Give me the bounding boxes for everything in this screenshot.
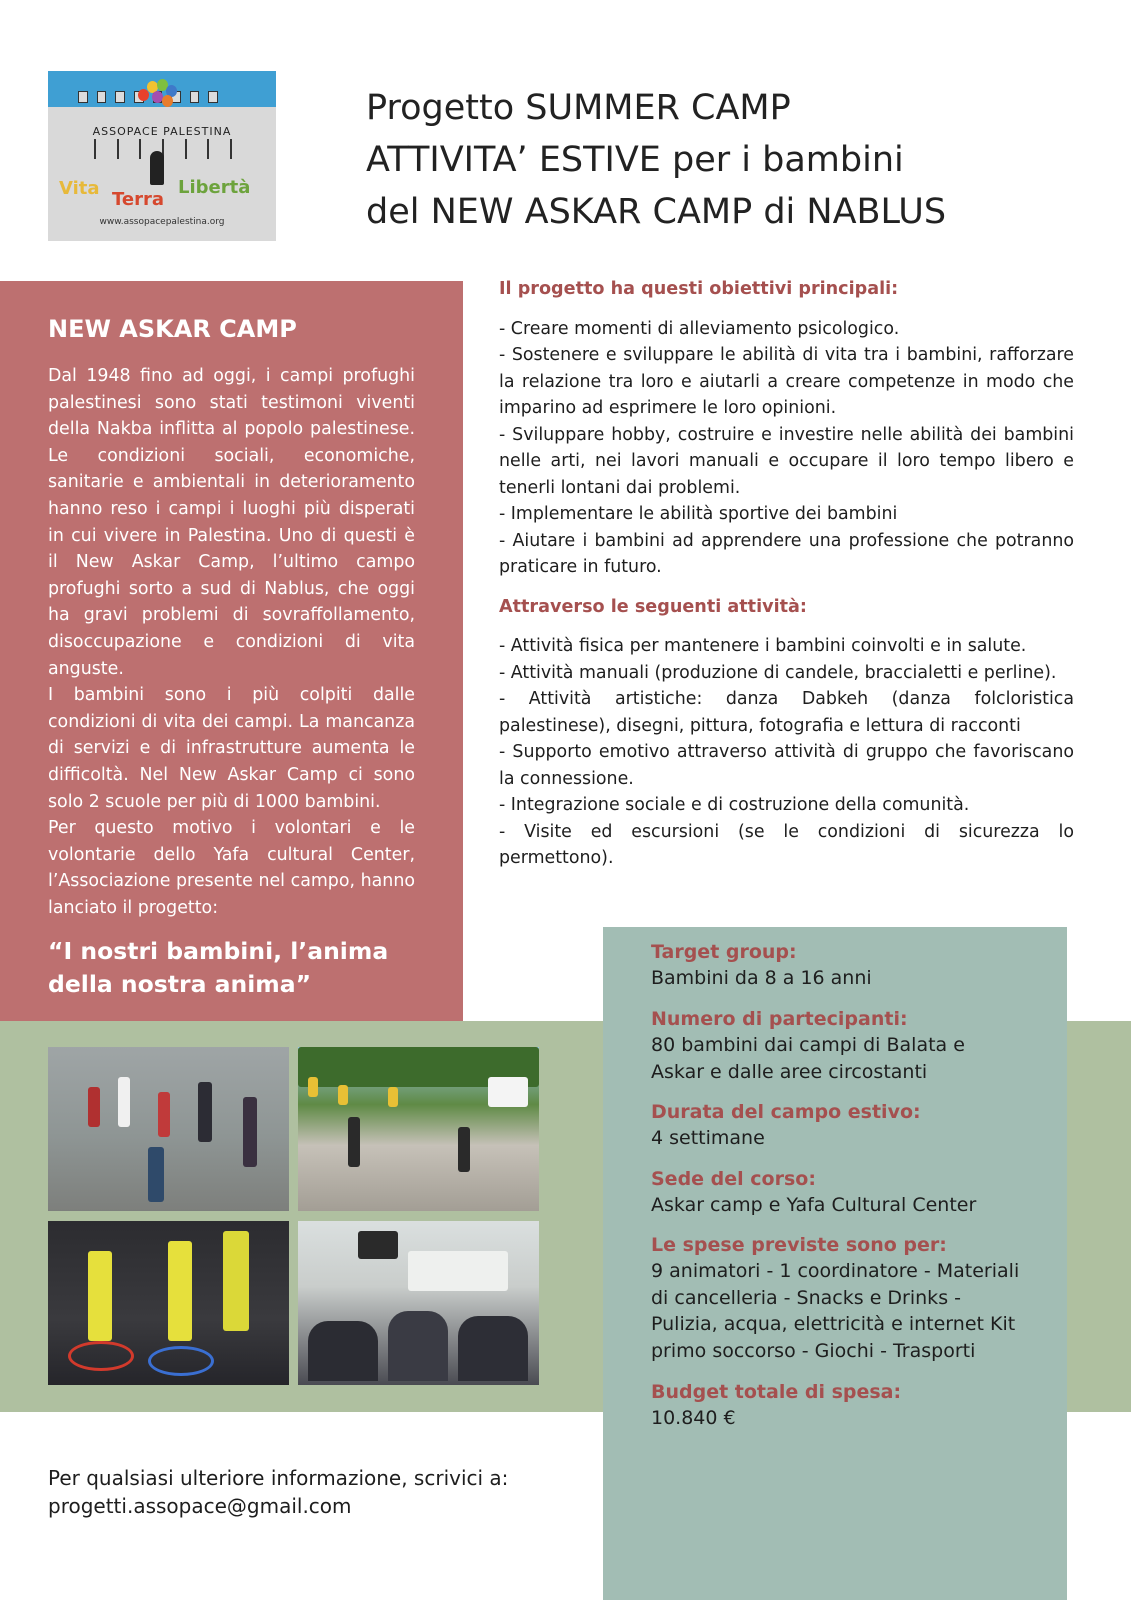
participants-block: [651, 1006, 1021, 1085]
budget-value: 10.840 €: [651, 1407, 736, 1429]
title-line-2: ATTIVITA’ ESTIVE per i bambini: [366, 140, 904, 180]
logo-org-name: ASSOPACE PALESTINA: [92, 125, 232, 138]
logo-liberta: Libertà: [178, 177, 251, 198]
photo-hoops-game: [48, 1221, 289, 1385]
project-quote: “I nostri bambini, l’anima della nostra anima”: [48, 937, 389, 998]
girl-silhouette-icon: [150, 151, 164, 185]
objective-item: - Implementare le abilità sportive dei bambini: [499, 504, 898, 524]
photo-playground: [48, 1047, 289, 1211]
contact-footer: [48, 1464, 508, 1520]
contact-email[interactable]: progetti.assopace@gmail.com: [48, 1494, 352, 1518]
activities-heading: Attraverso le seguenti attività:: [499, 596, 807, 617]
duration-value: 4 settimane: [651, 1127, 765, 1149]
objective-item: - Sostenere e sviluppare le abilità di vita tra i bambini, rafforzare la relazione tra loro e aiutarli a creare competenze in modo che imparino ad esprimere le loro opinioni.: [499, 345, 1074, 418]
logo-terra: Terra: [112, 189, 164, 210]
balloons-icon: [138, 79, 184, 115]
venue-label: Sede del corso:: [651, 1168, 816, 1190]
page-title: [366, 82, 1106, 238]
photo-courtyard: [298, 1047, 539, 1211]
budget-block: [651, 1379, 1051, 1432]
costs-block: [651, 1232, 1023, 1364]
activity-item: - Attività manuali (produzione di candele, braccialetti e perline).: [499, 662, 1057, 683]
target-group-label: Target group:: [651, 941, 797, 963]
left-paragraph: Dal 1948 fino ad oggi, i campi profughi palestinesi sono stati testimoni viventi della Nakba inflitta al popolo palestinese. Le condizioni sociali, economiche, sanitarie e ambientali in deterioramento hanno reso i campi i luoghi più disperati in cui vivere in Palestina. Uno di questi è il New Askar Camp, l’ultimo campo profughi sorto a sud di Nablus, che oggi ha gravi problemi di sovraffollamento, disoccupazione e condizioni di vita anguste.: [48, 366, 415, 679]
logo-url: www.assopacepalestina.org: [99, 217, 225, 227]
objective-item: - Creare momenti di alleviamento psicologico.: [499, 318, 900, 339]
costs-value: 9 animatori - 1 coordinatore - Materiali di cancelleria - Snacks e Drinks - Pulizia, acqua, elettricità e internet Kit primo soccorso - Giochi - Trasporti: [651, 1260, 1020, 1362]
activity-item: - Attività fisica per mantenere i bambini coinvolti e in salute.: [499, 636, 1027, 656]
left-body: [48, 363, 415, 921]
contact-text: Per qualsiasi ulteriore informazione, scrivici a:: [48, 1466, 509, 1490]
objectives-section: [499, 276, 1074, 872]
activity-item: - Attività artistiche: danza Dabkeh (danza folcloristica palestinese), disegni, pittura, fotografia e lettura di racconti: [499, 689, 1074, 736]
activity-item: - Integrazione sociale e di costruzione della comunità.: [499, 795, 970, 815]
left-paragraph: Per questo motivo i volontari e le volontarie dello Yafa cultural Center, l’Associazione presente nel campo, hanno lanciato il progetto:: [48, 818, 415, 918]
activity-item: - Supporto emotivo attraverso attività di gruppo che favoriscano la connessione.: [499, 742, 1074, 789]
participants-label: Numero di partecipanti:: [651, 1008, 908, 1030]
objective-item: - Sviluppare hobby, costruire e investire nelle abilità dei bambini nelle arti, nei lavori manuali e occupare il loro tempo libero e tenerli lontani dai problemi.: [499, 424, 1074, 498]
objectives-heading: Il progetto ha questi obiettivi principali:: [499, 279, 899, 299]
budget-label: Budget totale di spesa:: [651, 1381, 902, 1403]
duration-label: Durata del campo estivo:: [651, 1101, 921, 1123]
photo-classroom: [298, 1221, 539, 1385]
venue-value: Askar camp e Yafa Cultural Center: [651, 1194, 977, 1216]
venue-block: [651, 1166, 1051, 1219]
participants-value: 80 bambini dai campi di Balata e Askar e dalle aree circostanti: [651, 1034, 965, 1083]
costs-label: Le spese previste sono per:: [651, 1234, 947, 1256]
objective-item: - Aiutare i bambini ad apprendere una professione che potranno praticare in futuro.: [499, 530, 1074, 577]
assopace-logo: [48, 71, 276, 241]
title-line-1: Progetto SUMMER CAMP: [366, 88, 791, 128]
duration-block: [651, 1099, 1051, 1152]
title-line-3: del NEW ASKAR CAMP di NABLUS: [366, 192, 947, 232]
logo-vita: Vita: [59, 178, 100, 199]
activity-item: - Visite ed escursioni (se le condizioni di sicurezza lo permettono).: [499, 821, 1074, 868]
target-group-value: Bambini da 8 a 16 anni: [651, 967, 872, 989]
left-heading: NEW ASKAR CAMP: [48, 315, 297, 343]
left-paragraph: I bambini sono i più colpiti dalle condizioni di vita dei campi. La mancanza di servizi e di infrastrutture aumenta le difficoltà. Nel New Askar Camp ci sono solo 2 scuole per più di 1000 bambini.: [48, 685, 415, 812]
target-group-block: [651, 939, 1051, 992]
